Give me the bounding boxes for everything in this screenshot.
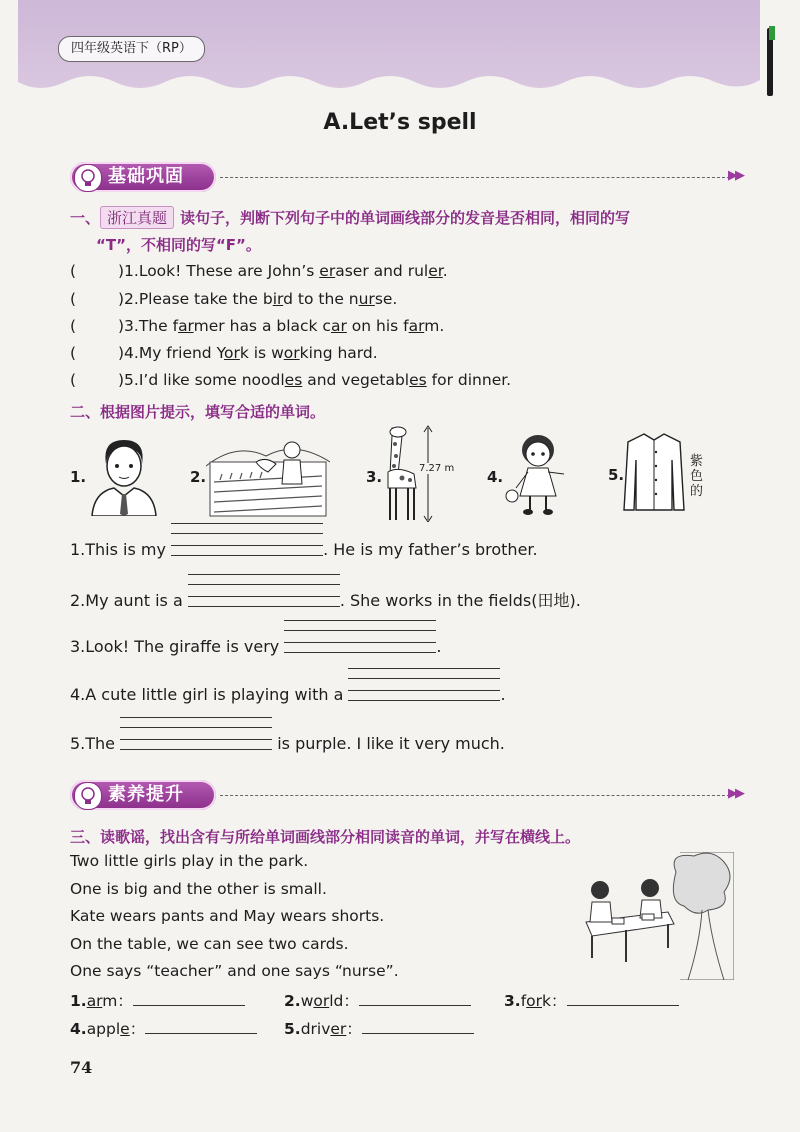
answer-bracket[interactable]: ( [70, 262, 77, 280]
poem-line: One says “teacher” and one says “nurse”. [70, 962, 399, 980]
item-text: has a black c [224, 317, 331, 335]
part2-instruction: 二、根据图片提示，填写合适的单词。 [70, 403, 326, 421]
fill-sentence [70, 685, 506, 704]
word-number: 1. [70, 992, 87, 1010]
poem-line: Two little girls play in the park. [70, 852, 309, 870]
underlined-part: ar [178, 317, 194, 335]
underlined-part: es [409, 371, 427, 389]
word-item [70, 989, 245, 1011]
item-text: aser [335, 262, 369, 280]
word-text: driv [300, 1020, 331, 1038]
sentence-end: . [500, 685, 506, 704]
word-text: m： [102, 992, 133, 1010]
answer-bracket[interactable]: ( [70, 317, 77, 335]
underlined-part: ar [330, 317, 347, 335]
word-text: f [520, 992, 527, 1010]
underlined-part: er [319, 262, 336, 280]
fill-sentence [70, 734, 505, 753]
sentence-end: . She works in the fields(田地). [339, 591, 581, 610]
item-text: k [239, 344, 249, 362]
answer-blank[interactable] [567, 991, 679, 1006]
girl-with-ball-picture [502, 430, 574, 516]
underlined-part: ur [358, 290, 375, 308]
sentence-start: 3.Look! The giraffe is very [70, 637, 285, 656]
pic-label-2: 2. [190, 468, 207, 486]
item-text: and vegetabl [302, 371, 410, 389]
part1-instruction-2: “T”，不相同的写“F”。 [96, 236, 261, 254]
purple-note: 紫色的 [690, 454, 704, 499]
writing-lines[interactable] [348, 686, 500, 700]
section-header-advanced [70, 780, 750, 812]
sentence-end: . He is my father’s brother. [323, 540, 538, 559]
word-number: 4. [70, 1020, 87, 1038]
word-text: ld： [329, 992, 359, 1010]
part3-instruction: 三、读歌谣，找出含有与所给单词画线部分相同读音的单词，并写在横线上。 [70, 828, 581, 846]
lightbulb-icon [74, 164, 102, 192]
answer-blank[interactable] [359, 991, 471, 1006]
word-item [284, 989, 471, 1011]
section-header-basic [70, 162, 750, 194]
answer-blank[interactable] [362, 1019, 474, 1034]
section-pill [70, 162, 216, 192]
word-text: appl [86, 1020, 121, 1038]
sentence-start: 2.My aunt is a [70, 591, 188, 610]
item-text: to the n [293, 290, 359, 308]
dashed-divider [220, 177, 730, 178]
writing-lines[interactable] [120, 735, 272, 749]
judge-item [70, 262, 448, 280]
answer-blank[interactable] [145, 1019, 257, 1034]
writing-lines[interactable] [284, 638, 436, 652]
judge-item [70, 290, 397, 308]
judge-item [70, 371, 511, 389]
pic-label-4: 4. [487, 468, 504, 486]
double-arrow-icon: ▶▶ [728, 168, 742, 183]
pic-label-1: 1. [70, 468, 87, 486]
item-text: se. [374, 290, 398, 308]
farmer-picture [206, 432, 330, 518]
word-item [504, 989, 679, 1011]
fill-sentence [70, 637, 441, 656]
item-text: . [442, 262, 448, 280]
sentence-start: 1.This is my [70, 540, 172, 559]
item-text: on his f [346, 317, 409, 335]
answer-bracket[interactable]: ( [70, 290, 77, 308]
item-text: )4.My friend Y [118, 344, 224, 362]
writing-lines[interactable] [171, 541, 323, 555]
bookmark-tab [769, 26, 775, 40]
answer-bracket[interactable]: ( [70, 344, 77, 362]
page-title: A.Let’s spell [323, 110, 477, 135]
item-text: )5.I’d like some noodl [118, 371, 285, 389]
word-text: k： [542, 992, 567, 1010]
word-text: w [300, 992, 314, 1010]
underlined-part: or [283, 344, 300, 362]
item-text: mer [193, 317, 225, 335]
part1-number: 一、 [70, 209, 101, 227]
item-text: for dinner. [426, 371, 512, 389]
uncle-picture [84, 434, 162, 516]
judge-item [70, 317, 444, 335]
word-number: 3. [504, 992, 521, 1010]
sentence-end: is purple. I like it very much. [272, 734, 505, 753]
underlined-part: er [428, 262, 443, 280]
underlined-part: or [526, 992, 543, 1010]
word-item [70, 1017, 257, 1039]
item-text: king hard. [299, 344, 378, 362]
section-pill [70, 780, 216, 810]
underlined-part: ir [272, 290, 284, 308]
pic-label-5: 5. [608, 466, 625, 484]
sentence-start: 4.A cute little girl is playing with a [70, 685, 349, 704]
book-tag: 四年级英语下（RP） [58, 36, 205, 62]
word-number: 2. [284, 992, 301, 1010]
item-text: d [283, 290, 293, 308]
item-text: m. [424, 317, 445, 335]
lightbulb-icon [74, 782, 102, 810]
part1-instruction-text: 读句子，判断下列句子中的单词画线部分的发音是否相同，相同的写 [180, 209, 631, 227]
writing-lines[interactable] [188, 592, 340, 606]
word-text: ： [346, 1020, 362, 1038]
underlined-part: e [120, 1020, 130, 1038]
dashed-divider [220, 795, 730, 796]
page-number: 74 [70, 1058, 93, 1077]
underlined-part: or [223, 344, 240, 362]
underlined-part: er [330, 1020, 347, 1038]
underlined-part: or [313, 992, 330, 1010]
double-arrow-icon: ▶▶ [728, 786, 742, 801]
sentence-end: . [436, 637, 442, 656]
shirt-picture [622, 430, 686, 512]
judge-item [70, 344, 378, 362]
word-item [284, 1017, 474, 1039]
part1-instruction [70, 206, 630, 229]
item-text: and rul [368, 262, 429, 280]
pic-label-3: 3. [366, 468, 383, 486]
answer-bracket[interactable]: ( [70, 371, 77, 389]
giraffe-height: 7.27 m [419, 463, 455, 474]
item-text: is w [248, 344, 284, 362]
fill-sentence [70, 588, 581, 611]
fill-sentence [70, 540, 538, 559]
park-picture [584, 852, 734, 980]
section-title: 素养提升 [108, 784, 184, 805]
poem-line: On the table, we can see two cards. [70, 934, 349, 953]
poem-line: One is big and the other is small. [70, 879, 327, 898]
word-number: 5. [284, 1020, 301, 1038]
underlined-part: ar [86, 992, 103, 1010]
item-text: )2.Please take the b [118, 290, 273, 308]
item-text: )3.The f [118, 317, 179, 335]
underlined-part: es [284, 371, 303, 389]
word-text: ： [129, 1020, 146, 1038]
underlined-part: ar [408, 317, 425, 335]
poem-line: Kate wears pants and May wears shorts. [70, 907, 385, 925]
answer-blank[interactable] [133, 991, 245, 1006]
section-title: 基础巩固 [108, 166, 184, 187]
source-badge: 浙江真题 [100, 206, 174, 229]
item-text: )1.Look! These are John’s [118, 262, 320, 280]
sentence-start: 5.The [70, 734, 121, 753]
